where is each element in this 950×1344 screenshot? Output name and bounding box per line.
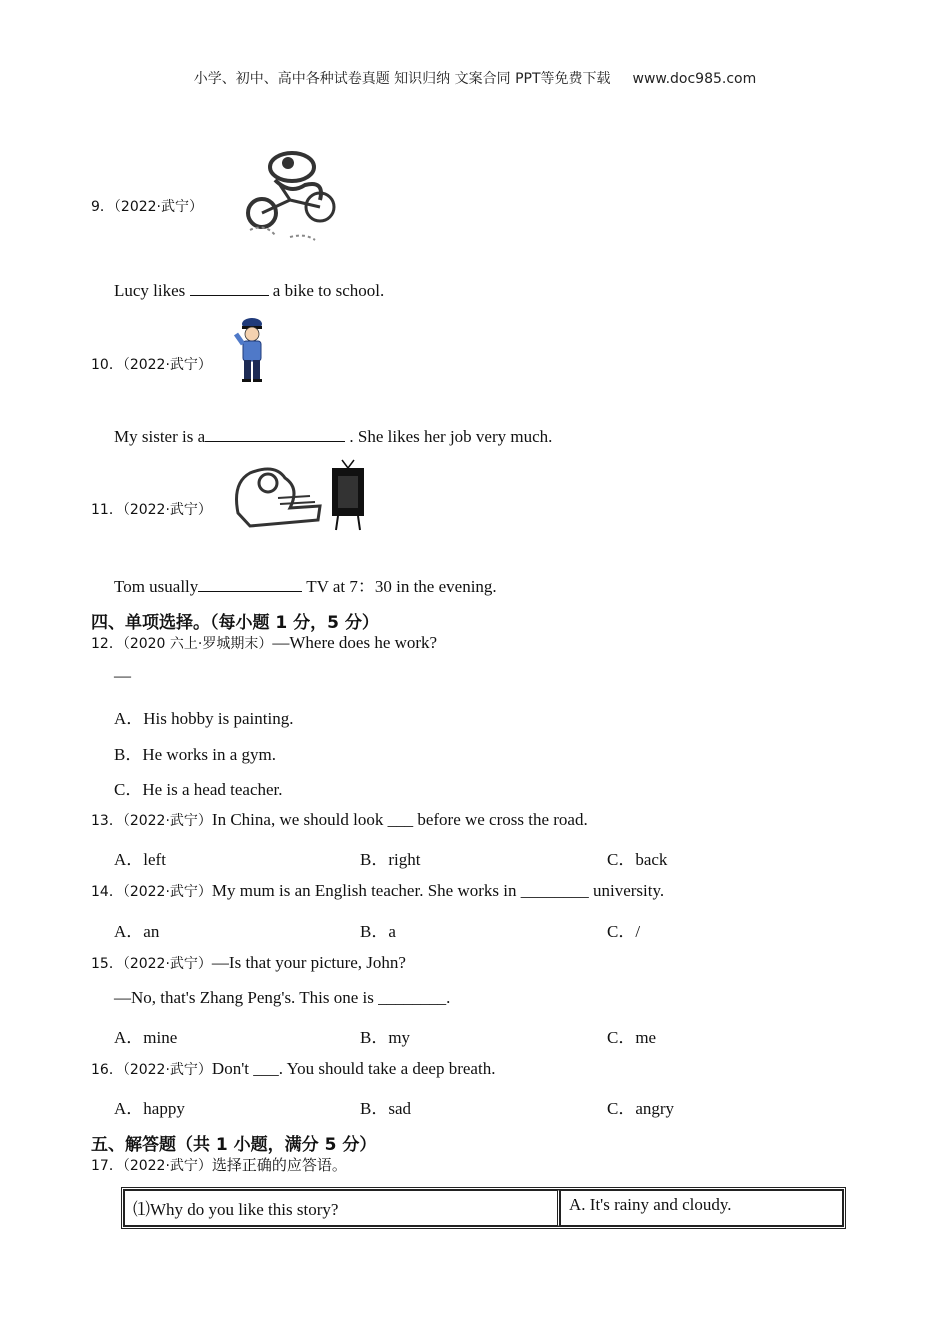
- question-9-sentence: [114, 281, 384, 301]
- option-a[interactable]: A．left: [114, 850, 166, 869]
- question-source: （2022·武宁）: [122, 956, 212, 972]
- matching-table: [121, 1187, 846, 1229]
- question-number: 9．: [91, 199, 114, 215]
- option-c[interactable]: C．He is a head teacher.: [114, 780, 283, 799]
- answer-blank[interactable]: [190, 281, 269, 296]
- sentence-part: TV at 7：30 in the evening.: [306, 577, 497, 596]
- question-12-line: [91, 633, 437, 653]
- header-site: www.doc985.com: [632, 71, 757, 87]
- question-source: （2022·武宁）: [122, 502, 212, 518]
- answer-dash: —: [114, 666, 131, 685]
- section-5-heading: 五、解答题（共 1 小题，满分 5 分）: [91, 1135, 377, 1155]
- sentence-part: Tom usually: [114, 577, 199, 596]
- question-number: 13．: [91, 813, 123, 829]
- question-source: （2022·武宁）: [122, 1062, 212, 1078]
- sentence-part: a bike to school.: [272, 281, 385, 300]
- question-number: 12．: [91, 636, 123, 652]
- option-b[interactable]: B．right: [360, 850, 421, 869]
- watching-tv-picture: [230, 458, 370, 538]
- option-c[interactable]: C．angry: [607, 1099, 675, 1118]
- page-header: [0, 68, 950, 88]
- question-15-reply: —No, that's Zhang Peng's. This one is ________.: [114, 988, 451, 1007]
- question-cell: ⑴Why do you like this story?: [124, 1190, 560, 1226]
- section-4-heading: 四、单项选择。（每小题 1 分，5 分）: [91, 613, 379, 633]
- question-13-line: [91, 810, 588, 830]
- question-number: 10．: [91, 357, 123, 373]
- question-10-line: [91, 354, 212, 374]
- cycling-picture: [230, 145, 360, 250]
- answer-cell: A. It's rainy and cloudy.: [560, 1190, 843, 1226]
- question-text: In China, we should look ___ before we cross the road.: [211, 810, 588, 829]
- option-a[interactable]: A．mine: [114, 1028, 178, 1047]
- sentence-part: . She likes her job very much.: [349, 427, 553, 446]
- question-16-line: [91, 1059, 495, 1079]
- question-text: Don't ___. You should take a deep breath.: [211, 1059, 496, 1078]
- question-number: 11．: [91, 502, 123, 518]
- question-source: （2022·武宁）: [122, 357, 212, 373]
- question-number: 14．: [91, 884, 123, 900]
- question-text: My mum is an English teacher. She works in ________ university.: [211, 881, 665, 900]
- option-a[interactable]: A．His hobby is painting.: [114, 709, 294, 728]
- header-text: 小学、初中、高中各种试卷真题 知识归纳 文案合同 PPT等免费下载: [193, 71, 611, 87]
- question-9-line: [91, 196, 203, 216]
- question-14-line: [91, 881, 664, 901]
- option-b[interactable]: B．He works in a gym.: [114, 745, 276, 764]
- option-b[interactable]: B．my: [360, 1028, 411, 1047]
- question-text: —Where does he work?: [272, 633, 438, 652]
- question-source: （2022·武宁）: [113, 199, 204, 215]
- option-c[interactable]: C．back: [607, 850, 668, 869]
- question-source: （2022·武宁）: [122, 813, 212, 829]
- answer-blank[interactable]: [205, 427, 345, 442]
- question-number: 15．: [91, 956, 123, 972]
- question-15-line: [91, 953, 406, 973]
- sentence-part: Lucy likes: [114, 281, 186, 300]
- question-10-sentence: [114, 427, 552, 447]
- question-11-line: [91, 499, 212, 519]
- question-source: （2022·武宁）: [122, 884, 212, 900]
- question-17-line: [91, 1154, 347, 1175]
- option-b[interactable]: B．a: [360, 922, 396, 941]
- option-a[interactable]: A．happy: [114, 1099, 185, 1118]
- question-11-sentence: [114, 572, 497, 597]
- option-b[interactable]: B．sad: [360, 1099, 411, 1118]
- question-text: 选择正确的应答语。: [211, 1156, 347, 1174]
- answer-blank[interactable]: [198, 577, 302, 592]
- option-c[interactable]: C．me: [607, 1028, 657, 1047]
- table-row: [124, 1190, 843, 1226]
- question-source: （2020 六上·罗城期末）: [122, 636, 273, 652]
- question-number: 17．: [91, 1158, 123, 1174]
- question-number: 16．: [91, 1062, 123, 1078]
- option-c[interactable]: C．/: [607, 922, 641, 941]
- sentence-part: My sister is a: [114, 427, 206, 446]
- question-text: —Is that your picture, John?: [211, 953, 406, 972]
- question-source: （2022·武宁）: [122, 1158, 212, 1174]
- police-officer-picture: [232, 316, 272, 384]
- option-a[interactable]: A．an: [114, 922, 160, 941]
